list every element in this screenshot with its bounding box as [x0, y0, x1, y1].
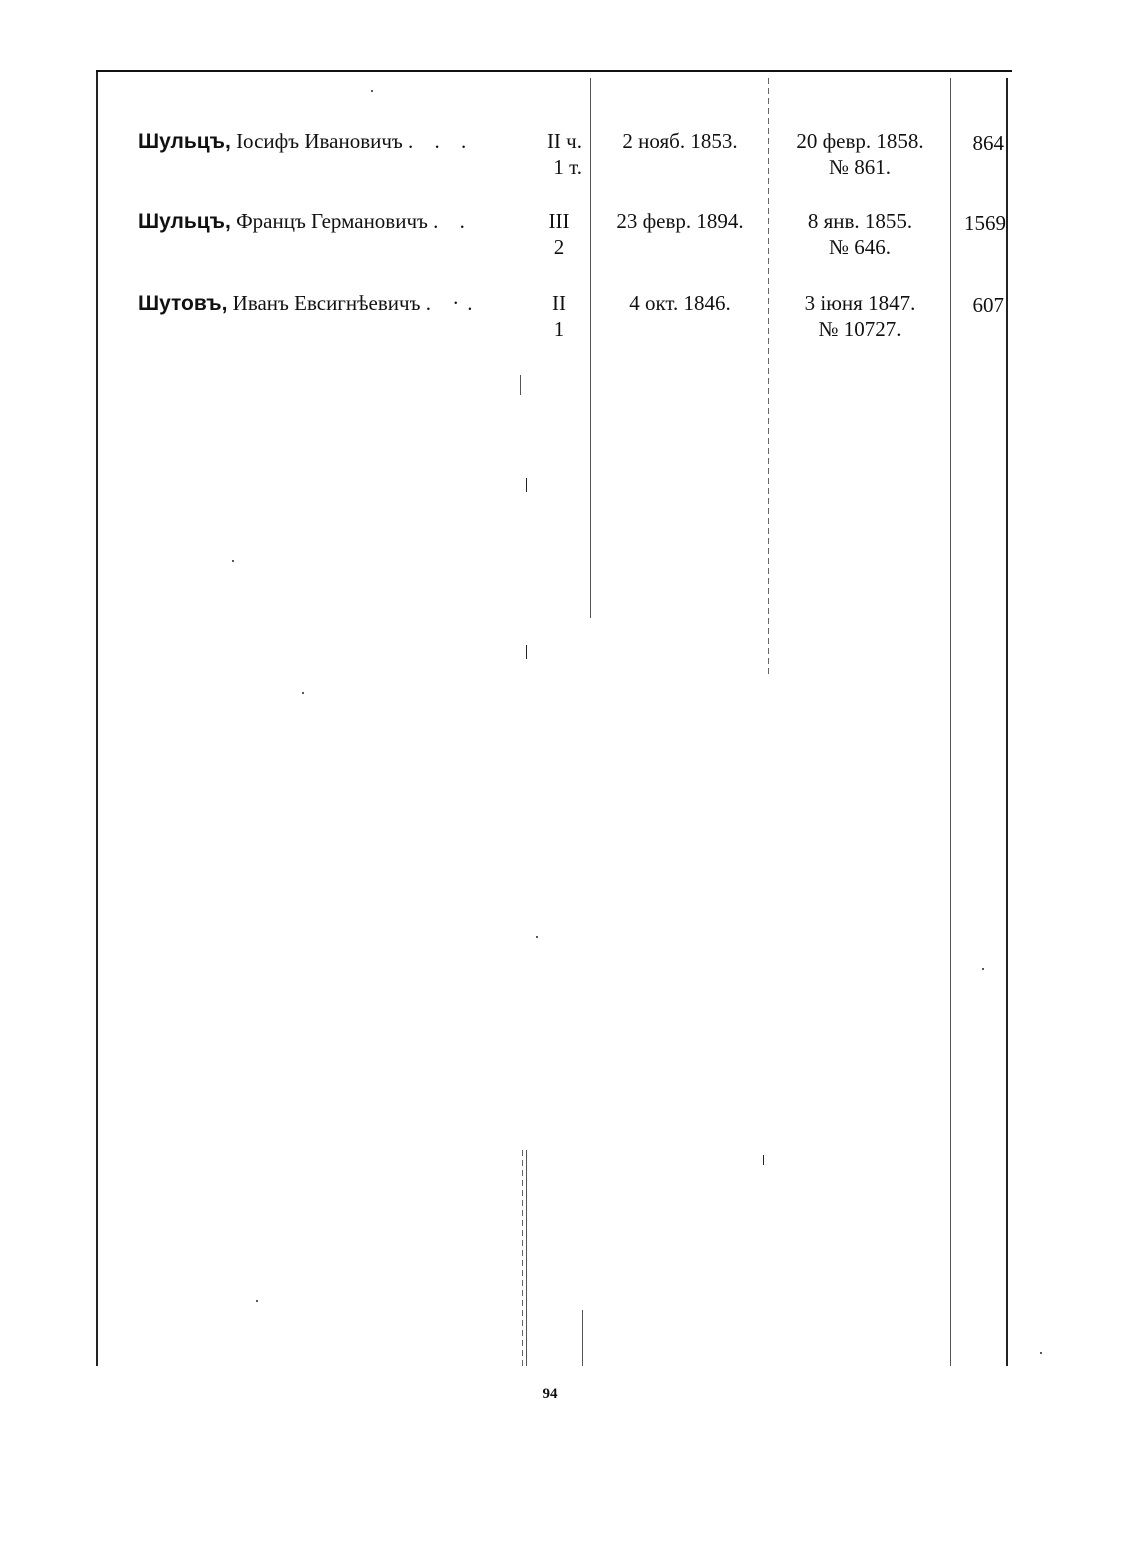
volume-label: 1 т. [553, 155, 582, 179]
date-2-line: 20 февр. 1858. [796, 129, 924, 153]
scan-speck [232, 560, 234, 562]
scan-mark [763, 1155, 764, 1165]
table-right-border [1006, 78, 1008, 1366]
scan-speck [1040, 1352, 1042, 1354]
surname: Шульцъ, [138, 130, 231, 153]
decree-number: № 646. [828, 235, 892, 259]
date-1-cell: 4 окт. 1846. [629, 291, 731, 315]
given-name: Францъ Германовичъ [236, 209, 428, 233]
scan-speck [982, 968, 984, 970]
record-number: 864 [972, 131, 1004, 155]
scan-speck [536, 936, 538, 938]
date-2-cell [772, 208, 948, 260]
column-divider-dates [768, 78, 769, 678]
table-left-border [96, 72, 98, 1366]
part-volume-cell [536, 290, 582, 342]
part-volume-cell [536, 208, 582, 260]
column-divider-fragment [526, 1150, 527, 1366]
surname: Шутовъ, [138, 292, 228, 315]
part-label: II [552, 291, 566, 315]
column-divider-fragment [582, 1310, 583, 1366]
scan-speck [256, 1300, 258, 1302]
table-top-rule [96, 70, 1012, 72]
leader-dots: . ·. [425, 291, 481, 315]
leader-dots: . . [433, 209, 473, 233]
date-2-cell [772, 290, 948, 342]
column-divider-fragment [522, 1150, 523, 1366]
decree-number: № 861. [828, 155, 892, 179]
part-volume-cell [520, 128, 582, 180]
page-number: 94 [542, 1386, 558, 1402]
scan-speck [371, 90, 373, 92]
volume-label: 2 [553, 235, 565, 259]
volume-label: 1 [553, 317, 565, 341]
table-row-name [138, 208, 473, 235]
scan-mark [526, 478, 527, 492]
part-label: III [548, 209, 570, 233]
column-divider-number [950, 78, 951, 1366]
given-name: Иванъ Евсигнѣевичъ [232, 291, 421, 315]
date-2-line: 8 янв. 1855. [807, 209, 913, 233]
date-2-cell [772, 128, 948, 180]
given-name: Іосифъ Ивановичъ [236, 129, 403, 153]
date-2-line: 3 іюня 1847. [804, 291, 916, 315]
date-1-cell: 2 нояб. 1853. [622, 129, 738, 153]
table-row-name [138, 290, 480, 317]
record-number: 1569 [964, 211, 1006, 235]
column-divider-part-date [590, 78, 591, 618]
surname: Шульцъ, [138, 210, 231, 233]
part-label: II ч. [546, 129, 582, 153]
column-divider-fragment [520, 375, 521, 395]
date-1-cell: 23 февр. 1894. [616, 209, 744, 233]
scan-speck [302, 692, 304, 694]
scan-mark [526, 645, 527, 659]
table-row-name [138, 128, 474, 155]
record-number: 607 [972, 293, 1004, 317]
decree-number: № 10727. [818, 317, 902, 341]
leader-dots: . . . [408, 129, 475, 153]
